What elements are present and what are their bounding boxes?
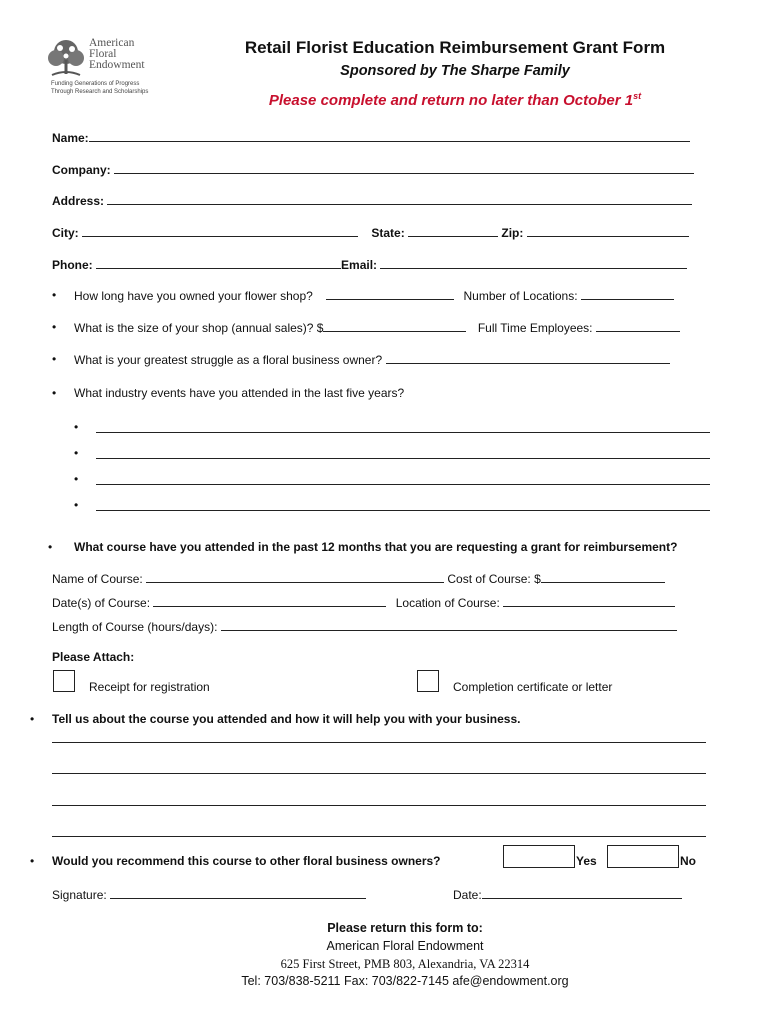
logo-org-line1: American xyxy=(89,37,135,49)
address-row xyxy=(52,193,692,208)
tree-icon xyxy=(46,38,86,78)
locations-field[interactable] xyxy=(581,288,674,300)
q3-row xyxy=(74,352,670,367)
form-title: Retail Florist Education Reimbursement Grant Form xyxy=(244,38,666,57)
address-field[interactable] xyxy=(107,193,692,205)
no-box[interactable] xyxy=(607,845,679,868)
course-name-row xyxy=(52,571,665,586)
footer-org: American Floral Endowment xyxy=(326,939,484,953)
q1-row xyxy=(74,288,674,303)
bullet-course: • xyxy=(48,540,53,554)
locations-label: Number of Locations: xyxy=(463,289,578,303)
yes-box[interactable] xyxy=(503,845,575,868)
bullet-q1: • xyxy=(52,288,57,302)
bullet-event-4: • xyxy=(74,498,79,512)
logo-tagline2: Through Research and Scholarships xyxy=(51,89,149,95)
bullet-event-3: • xyxy=(74,472,79,486)
tell-us-line-3[interactable] xyxy=(52,794,706,806)
course-length-label: Length of Course (hours/days): xyxy=(52,620,218,634)
q1-label: How long have you owned your flower shop? xyxy=(74,289,313,303)
course-cost-label: Cost of Course: $ xyxy=(447,572,541,586)
bullet-event-1: • xyxy=(74,420,79,434)
course-length-field[interactable] xyxy=(221,619,677,631)
course-location-field[interactable] xyxy=(503,595,675,607)
course-dates-label: Date(s) of Course: xyxy=(52,596,151,610)
zip-label: Zip: xyxy=(501,226,524,240)
course-dates-row xyxy=(52,595,675,610)
company-field[interactable] xyxy=(114,162,694,174)
date-row xyxy=(453,887,682,902)
course-length-row xyxy=(52,619,677,634)
event-field-1[interactable] xyxy=(96,421,710,433)
zip-field[interactable] xyxy=(527,225,689,237)
employees-label: Full Time Employees: xyxy=(477,321,593,335)
name-row xyxy=(52,130,690,145)
bullet-q2: • xyxy=(52,320,57,334)
q2-row xyxy=(74,320,680,335)
state-field[interactable] xyxy=(408,225,498,237)
signature-field[interactable] xyxy=(110,887,366,899)
certificate-label: Completion certificate or letter xyxy=(453,680,613,694)
course-name-field[interactable] xyxy=(146,571,444,583)
email-field[interactable] xyxy=(380,257,687,269)
phone-row xyxy=(52,257,687,272)
tell-us-line-4[interactable] xyxy=(52,825,706,837)
event-field-4[interactable] xyxy=(96,499,710,511)
company-label: Company: xyxy=(52,163,111,177)
receipt-label: Receipt for registration xyxy=(89,680,210,694)
event-field-3[interactable] xyxy=(96,473,710,485)
q2-label: What is the size of your shop (annual sales)? $ xyxy=(74,321,324,335)
q3-label: What is your greatest struggle as a floral business owner? xyxy=(74,353,383,367)
name-field[interactable] xyxy=(89,130,690,142)
footer-contact: Tel: 703/838-5211 Fax: 703/822-7145 afe@endowment.org xyxy=(241,974,569,988)
no-label: No xyxy=(680,854,696,868)
certificate-checkbox[interactable] xyxy=(417,670,439,692)
q4-label: What industry events have you attended in the last five years? xyxy=(74,386,405,400)
afe-logo xyxy=(46,38,156,100)
course-cost-field[interactable] xyxy=(541,571,665,583)
course-name-label: Name of Course: xyxy=(52,572,143,586)
course-location-label: Location of Course: xyxy=(395,596,500,610)
tell-us-line-1[interactable] xyxy=(52,731,706,743)
footer-address: 625 First Street, PMB 803, Alexandria, VA 22314 xyxy=(280,957,530,971)
date-label: Date: xyxy=(453,888,482,902)
city-field[interactable] xyxy=(82,225,358,237)
company-row xyxy=(52,162,694,177)
bullet-tell-us: • xyxy=(30,712,35,726)
date-field[interactable] xyxy=(482,887,682,899)
name-label: Name: xyxy=(52,131,89,145)
signature-row xyxy=(52,887,366,902)
logo-org-line2: Floral xyxy=(89,48,117,60)
tell-us-line-2[interactable] xyxy=(52,762,706,774)
form-subtitle: Sponsored by The Sharpe Family xyxy=(340,63,570,79)
struggle-field[interactable] xyxy=(386,352,670,364)
deadline-text: Please complete and return no later than October 1 xyxy=(268,92,634,109)
attach-heading: Please Attach: xyxy=(52,650,135,664)
employees-field[interactable] xyxy=(596,320,680,332)
yes-label: Yes xyxy=(576,854,597,868)
email-label: Email: xyxy=(341,258,378,272)
bullet-q3: • xyxy=(52,352,57,366)
course-question: What course have you attended in the past 12 months that you are requesting a grant for reimbursement? xyxy=(74,540,678,554)
logo-tagline1: Funding Generations of Progress xyxy=(51,81,140,87)
receipt-checkbox[interactable] xyxy=(53,670,75,692)
event-field-2[interactable] xyxy=(96,447,710,459)
course-dates-field[interactable] xyxy=(153,595,386,607)
city-row xyxy=(52,225,689,240)
state-label: State: xyxy=(371,226,405,240)
deadline-sup: st xyxy=(633,91,642,101)
deadline-notice xyxy=(205,91,705,109)
years-owned-field[interactable] xyxy=(326,288,454,300)
city-label: City: xyxy=(52,226,79,240)
bullet-event-2: • xyxy=(74,446,79,460)
annual-sales-field[interactable] xyxy=(323,320,466,332)
bullet-q4: • xyxy=(52,386,57,400)
phone-field[interactable] xyxy=(96,257,341,269)
address-label: Address: xyxy=(52,194,105,208)
phone-label: Phone: xyxy=(52,258,93,272)
signature-label: Signature: xyxy=(52,888,107,902)
logo-org-line3: Endowment xyxy=(89,59,145,71)
bullet-recommend: • xyxy=(30,854,35,868)
recommend-question: Would you recommend this course to other floral business owners? xyxy=(52,854,441,868)
footer-heading: Please return this form to: xyxy=(327,921,483,935)
tell-us-question: Tell us about the course you attended and how it will help you with your business. xyxy=(52,712,521,726)
